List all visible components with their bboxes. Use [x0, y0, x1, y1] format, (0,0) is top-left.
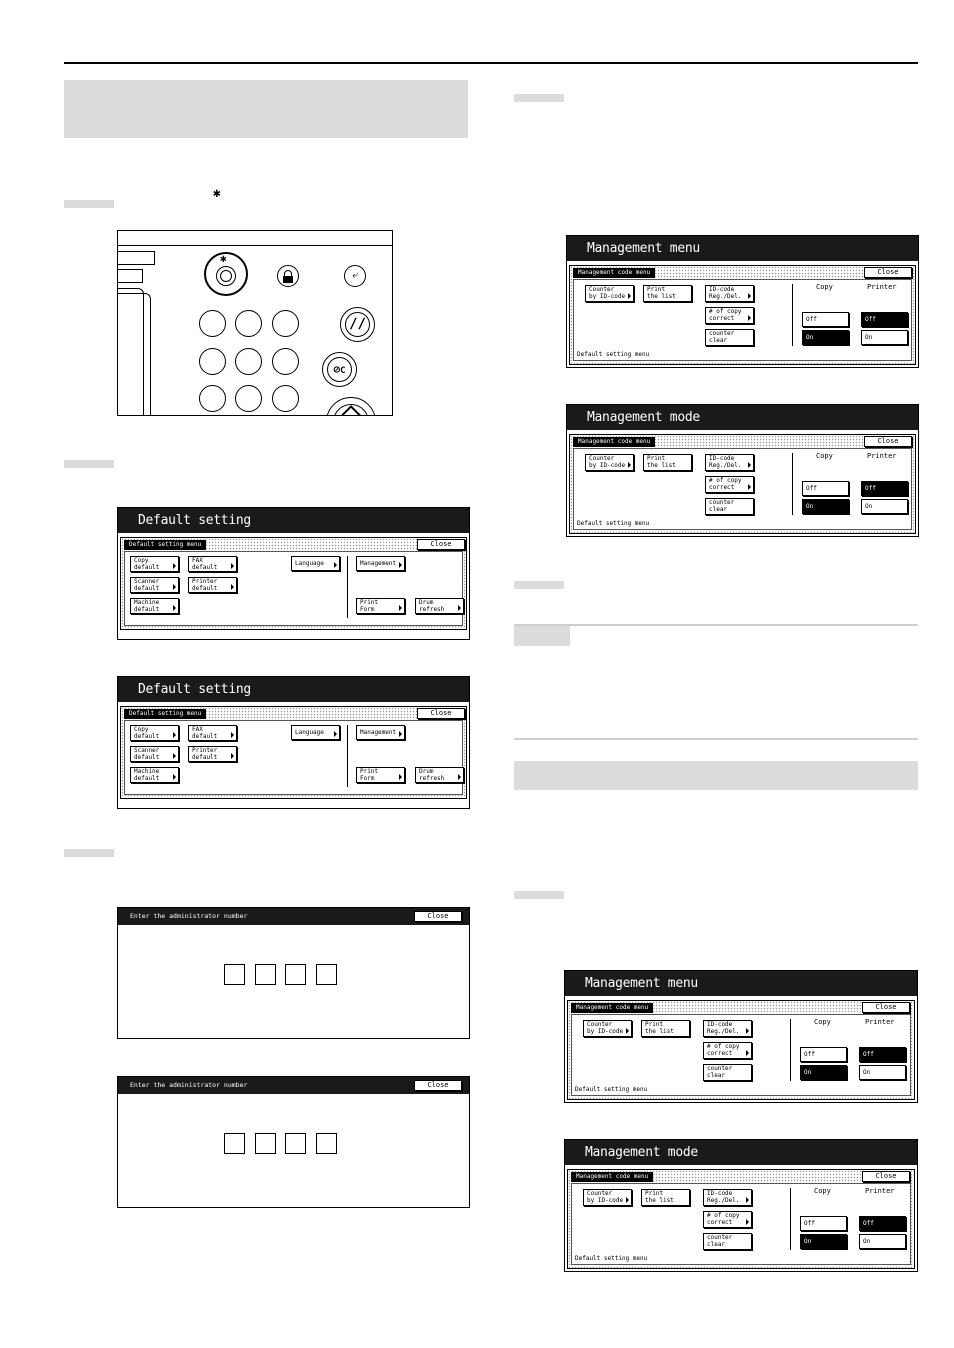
fax-default-button[interactable]: FAX default: [188, 725, 237, 741]
stop-clear-icon[interactable]: [322, 352, 357, 387]
language-button[interactable]: Language: [291, 725, 340, 740]
admin-number-screen: [117, 1076, 470, 1208]
digit-box: [285, 964, 306, 985]
menu-frame: [569, 265, 916, 365]
note-rule-top: [514, 624, 918, 626]
drum-refresh-button[interactable]: Drum refresh: [415, 598, 464, 614]
management-button[interactable]: Management: [356, 556, 405, 571]
screen-title: Management menu: [565, 971, 917, 996]
copy-on-button[interactable]: On: [800, 1234, 847, 1249]
step-marker: [64, 460, 114, 468]
step-marker: [514, 94, 564, 102]
menu-body: [571, 1183, 911, 1265]
menu-tab: Management code menu: [573, 268, 655, 278]
management-button[interactable]: Management: [356, 725, 405, 740]
printer-default-button[interactable]: Printer default: [188, 746, 237, 762]
fax-default-button[interactable]: FAX default: [188, 556, 237, 572]
menu-body: [124, 720, 463, 795]
lock-icon[interactable]: [277, 265, 299, 287]
digit-box: [285, 1133, 306, 1154]
printer-on-button[interactable]: On: [861, 330, 908, 345]
counter-by-id-button[interactable]: Counter by ID-code: [583, 1189, 632, 1206]
printer-on-button[interactable]: On: [861, 499, 908, 514]
keypad-key[interactable]: [235, 348, 262, 375]
print-the-list-button[interactable]: Print the list: [641, 1189, 690, 1206]
close-button[interactable]: Close: [414, 911, 462, 922]
print-form-button[interactable]: Print Form: [356, 767, 405, 783]
machine-default-button[interactable]: Machine default: [130, 767, 179, 783]
star-key-core: [220, 270, 232, 282]
counter-clear-button[interactable]: counter clear: [705, 498, 754, 515]
printer-on-button[interactable]: On: [859, 1234, 906, 1249]
default-setting-screen: [117, 676, 470, 809]
menu-tab: Management code menu: [571, 1172, 653, 1182]
print-the-list-button[interactable]: Print the list: [641, 1020, 690, 1037]
reset-icon[interactable]: [340, 307, 375, 342]
print-the-list-button[interactable]: Print the list: [643, 285, 692, 302]
printer-label: Printer: [867, 283, 897, 291]
management-mode-screen: [566, 404, 919, 537]
management-menu-screen: [566, 235, 919, 368]
menu-tab: Management code menu: [573, 437, 655, 447]
menu-frame: [569, 434, 916, 534]
menu-divider: [792, 284, 793, 346]
default-setting-screen: [117, 507, 470, 640]
digit-box: [255, 964, 276, 985]
counter-by-id-button[interactable]: Counter by ID-code: [585, 454, 634, 471]
id-code-reg-button[interactable]: ID-code Reg./Del.: [703, 1020, 752, 1037]
digit-box: [224, 964, 245, 985]
counter-clear-button[interactable]: counter clear: [705, 329, 754, 346]
close-button[interactable]: Close: [414, 1080, 462, 1091]
copy-correct-button[interactable]: # of copy correct: [703, 1211, 752, 1228]
printer-label: Printer: [867, 452, 897, 460]
panel-tray-edge: [118, 293, 151, 416]
menu-frame: [567, 1000, 915, 1100]
digit-box: [316, 1133, 337, 1154]
stop-clear-inner: ⊘C: [327, 357, 352, 382]
digit-box: [224, 1133, 245, 1154]
screen-title: Default setting: [118, 508, 469, 533]
screen-title: Management menu: [567, 236, 918, 261]
menu-divider: [347, 725, 348, 787]
drum-refresh-button[interactable]: Drum refresh: [415, 767, 464, 783]
close-button[interactable]: Close: [417, 708, 465, 719]
printer-label: Printer: [865, 1187, 895, 1195]
section-heading-box: [64, 80, 468, 138]
admin-title: Enter the administrator number: [130, 912, 248, 920]
menu-divider: [792, 453, 793, 515]
menu-frame: [120, 537, 467, 630]
asterisk-icon: ✱: [220, 252, 227, 265]
printer-off-button[interactable]: Off: [859, 1216, 906, 1231]
step-marker: [64, 849, 114, 857]
close-button[interactable]: Close: [864, 267, 912, 278]
id-code-reg-button[interactable]: ID-code Reg./Del.: [705, 285, 754, 302]
counter-by-id-button[interactable]: Counter by ID-code: [583, 1020, 632, 1037]
print-form-button[interactable]: Print Form: [356, 598, 405, 614]
copy-label: Copy: [814, 1187, 831, 1195]
language-button[interactable]: Language: [291, 556, 340, 571]
printer-label: Printer: [865, 1018, 895, 1026]
panel-display-edge: [118, 269, 143, 283]
status-line: Default setting menu: [575, 1255, 648, 1262]
keypad-key[interactable]: [235, 310, 262, 337]
copy-off-button[interactable]: Off: [800, 1216, 847, 1231]
printer-on-button[interactable]: On: [859, 1065, 906, 1080]
copy-default-button[interactable]: Copy default: [130, 725, 179, 741]
step-marker: [514, 891, 564, 899]
interrupt-icon[interactable]: ⤶: [344, 265, 366, 287]
copy-on-button[interactable]: On: [800, 1065, 847, 1080]
keypad-key[interactable]: [235, 385, 262, 412]
keypad-key[interactable]: [199, 348, 226, 375]
menu-frame: [567, 1169, 915, 1269]
print-the-list-button[interactable]: Print the list: [643, 454, 692, 471]
close-button[interactable]: Close: [862, 1002, 910, 1013]
section-heading-box: [514, 761, 918, 790]
printer-off-button[interactable]: Off: [861, 312, 908, 327]
digit-box: [316, 964, 337, 985]
copy-default-button[interactable]: Copy default: [130, 556, 179, 572]
star-key-icon[interactable]: [204, 252, 248, 296]
step-marker: [514, 581, 564, 589]
menu-divider: [347, 556, 348, 618]
start-icon[interactable]: [326, 397, 376, 416]
copy-off-button[interactable]: Off: [802, 312, 849, 327]
close-button[interactable]: Close: [864, 436, 912, 447]
keypad-key[interactable]: [272, 310, 299, 337]
screen-title: Management mode: [565, 1140, 917, 1165]
keypad-key[interactable]: [272, 348, 299, 375]
note-rule-bottom: [514, 738, 918, 740]
digit-box: [255, 1133, 276, 1154]
reset-inner: ∕∕: [345, 312, 370, 337]
control-panel-illustration: [117, 230, 393, 416]
top-rule: [64, 62, 918, 64]
copy-off-button[interactable]: Off: [800, 1047, 847, 1062]
status-line: Default setting menu: [575, 1086, 648, 1093]
machine-default-button[interactable]: Machine default: [130, 598, 179, 614]
counter-clear-button[interactable]: counter clear: [703, 1064, 752, 1081]
printer-default-button[interactable]: Printer default: [188, 577, 237, 593]
scanner-default-button[interactable]: Scanner default: [130, 746, 179, 762]
status-line: Default setting menu: [577, 520, 650, 527]
printer-off-button[interactable]: Off: [859, 1047, 906, 1062]
keypad-key[interactable]: [199, 385, 226, 412]
panel-display-edge: [118, 251, 155, 265]
copy-correct-button[interactable]: # of copy correct: [703, 1042, 752, 1059]
copy-label: Copy: [816, 283, 833, 291]
menu-frame: [120, 706, 467, 799]
step-marker: [64, 200, 114, 208]
panel-divider: [118, 245, 393, 246]
screen-title: Management mode: [567, 405, 918, 430]
clear-key-label: C: [340, 366, 346, 376]
copy-label: Copy: [816, 452, 833, 460]
printer-off-button[interactable]: Off: [861, 481, 908, 496]
note-label-box: [514, 626, 570, 646]
id-code-reg-button[interactable]: ID-code Reg./Del.: [705, 454, 754, 471]
close-button[interactable]: Close: [417, 539, 465, 550]
management-mode-screen: [564, 1139, 918, 1272]
menu-body: [124, 551, 463, 626]
screen-title: Default setting: [118, 677, 469, 702]
copy-correct-button[interactable]: # of copy correct: [705, 307, 754, 324]
menu-body: [571, 1014, 911, 1096]
keypad-key[interactable]: [272, 385, 299, 412]
asterisk-icon: ✱: [213, 186, 221, 201]
lock-body: [283, 276, 293, 283]
menu-tab: Default setting menu: [124, 709, 206, 719]
copy-off-button[interactable]: Off: [802, 481, 849, 496]
counter-clear-button[interactable]: counter clear: [703, 1233, 752, 1250]
keypad-key[interactable]: [199, 310, 226, 337]
copy-label: Copy: [814, 1018, 831, 1026]
copy-correct-button[interactable]: # of copy correct: [705, 476, 754, 493]
scanner-default-button[interactable]: Scanner default: [130, 577, 179, 593]
admin-number-screen: [117, 907, 470, 1039]
copy-on-button[interactable]: On: [802, 499, 849, 514]
menu-tab: Default setting menu: [124, 540, 206, 550]
menu-body: [573, 448, 912, 530]
id-code-reg-button[interactable]: ID-code Reg./Del.: [703, 1189, 752, 1206]
admin-title: Enter the administrator number: [130, 1081, 248, 1089]
menu-divider: [790, 1019, 791, 1081]
management-menu-screen: [564, 970, 918, 1103]
menu-body: [573, 279, 912, 361]
status-line: Default setting menu: [577, 351, 650, 358]
menu-tab: Management code menu: [571, 1003, 653, 1013]
menu-divider: [790, 1188, 791, 1250]
copy-on-button[interactable]: On: [802, 330, 849, 345]
close-button[interactable]: Close: [862, 1171, 910, 1182]
counter-by-id-button[interactable]: Counter by ID-code: [585, 285, 634, 302]
